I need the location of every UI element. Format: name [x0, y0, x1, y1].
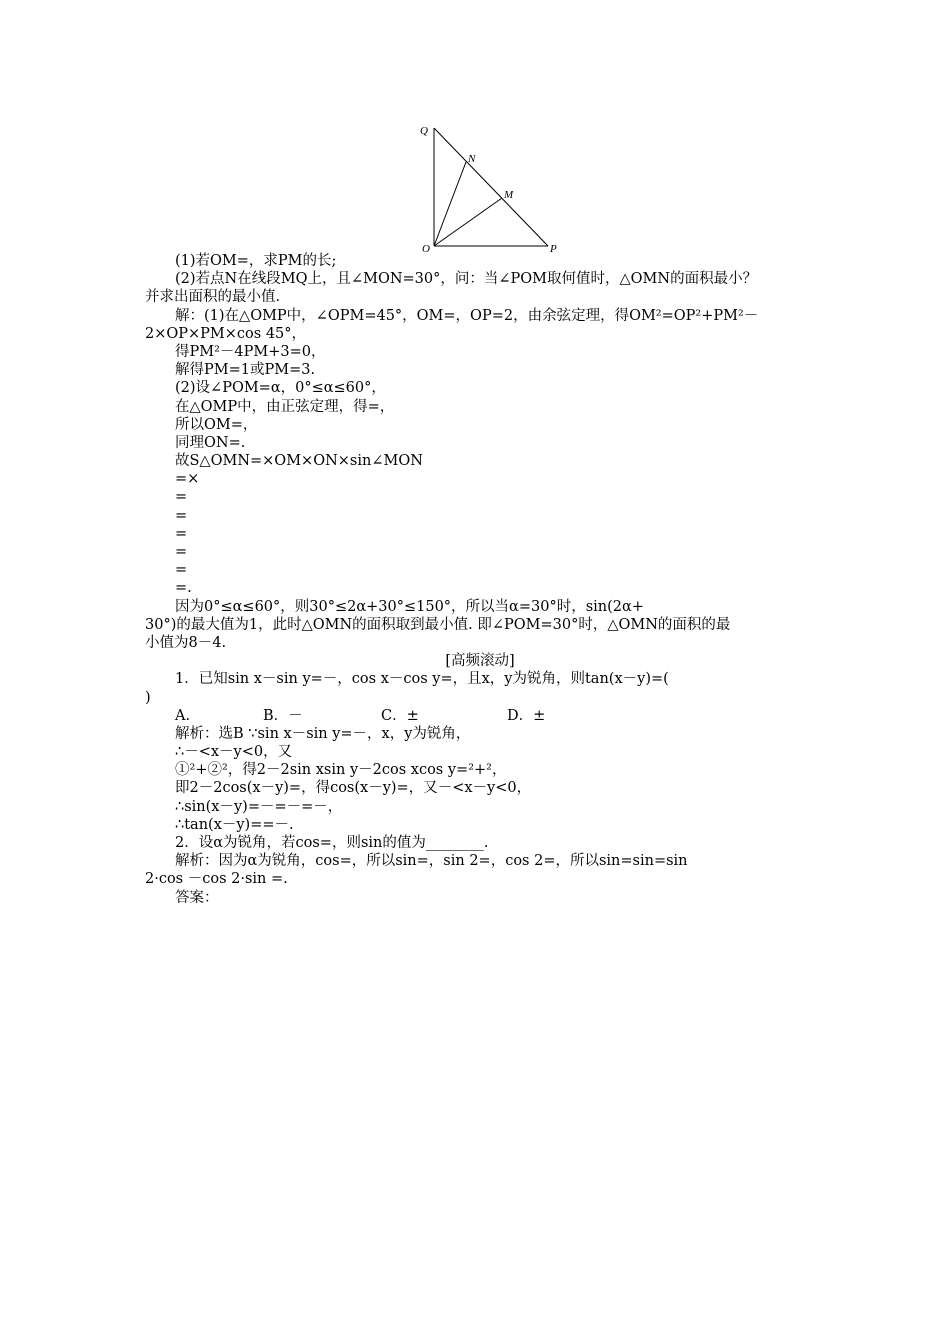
segment-om: [434, 198, 502, 246]
section-heading: [高频滚动]: [445, 653, 515, 670]
text-line: =: [175, 507, 188, 524]
text-line: =.: [175, 580, 192, 597]
text-line: 在△OMP中，由正弦定理，得=，: [175, 398, 395, 415]
text-line: 2．设α为锐角，若cos=，则sin的值为________.: [175, 835, 489, 851]
option-a: A.: [175, 707, 191, 724]
text-line: 并求出面积的最小值.: [145, 289, 281, 306]
text-line: (2)若点N在线段MQ上，且∠MON=30°，问：当∠POM取何值时，△OMN的面积最小？: [175, 271, 758, 288]
option-d: D．±: [507, 707, 546, 724]
text-line: (2)设∠POM=α，0°≤α≤60°，: [175, 380, 386, 397]
text-line: ∴－<x－y<0，又: [175, 744, 293, 761]
option-c: C．±: [381, 707, 419, 724]
label-m: M: [504, 189, 514, 201]
text-line: (1)若OM=，求PM的长;: [175, 253, 337, 269]
text-line: 即2－2cos(x－y)=，得cos(x－y)=，又－<x－y<0，: [175, 780, 532, 797]
text-line: 所以OM=，: [175, 416, 258, 433]
text-line: 同理ON=.: [175, 434, 246, 451]
text-line: =: [175, 489, 188, 506]
label-o: O: [422, 243, 430, 255]
text-line: =×: [175, 471, 200, 488]
text-line: =: [175, 525, 188, 542]
text-line: 小值为8－4.: [145, 634, 227, 651]
label-p: P: [550, 243, 557, 255]
text-line: 2×OP×PM×cos 45°，: [145, 325, 307, 342]
answer-options: [145, 707, 815, 725]
text-line: 解得PM=1或PM=3.: [175, 362, 316, 379]
text-line: 解析：因为α为锐角，cos=，所以sin=，sin 2=，cos 2=，所以sin=sin=sin: [175, 853, 688, 870]
geometry-figure: [418, 122, 568, 256]
text-line: =: [175, 544, 188, 560]
text-line: 2·cos －cos 2·sin =.: [145, 871, 288, 888]
segment-qp: [434, 128, 548, 246]
text-line: ∴tan(x－y)==－.: [175, 816, 294, 833]
text-line: 解析：选B ∵sin x－sin y=－，x，y为锐角，: [175, 725, 471, 742]
text-line: 得PM²－4PM+3=0，: [175, 343, 326, 360]
text-line: ①²+②²，得2－2sin xsin y－2cos xcos y=²+²，: [175, 762, 507, 779]
text-line: 1．已知sin x－sin y=－，cos x－cos y=，且x，y为锐角，则tan(x－y)=(: [175, 671, 669, 688]
triangle-diagram: [418, 122, 568, 256]
label-q: Q: [420, 125, 428, 137]
text-line: ): [145, 689, 151, 706]
text-line: ∴sin(x－y)=－=－=－，: [175, 798, 343, 815]
text-line: 解：(1)在△OMP中，∠OPM=45°，OM=，OP=2，由余弦定理，得OM²=OP²+PM²－: [175, 307, 759, 324]
text-line: 答案：: [175, 889, 219, 906]
document-body: [145, 252, 815, 907]
text-line: 30°)的最大值为1，此时△OMN的面积取到最小值. 即∠POM=30°时，△OMN的面积的最: [145, 616, 731, 633]
text-line: 故S△OMN=×OM×ON×sin∠MON: [175, 453, 423, 470]
text-line: =: [175, 562, 188, 579]
text-line: 因为0°≤α≤60°，则30°≤2α+30°≤150°，所以当α=30°时，sin(2α+: [175, 598, 644, 615]
label-n: N: [468, 153, 476, 165]
segment-on: [434, 162, 466, 246]
option-b: B．－: [263, 707, 303, 724]
